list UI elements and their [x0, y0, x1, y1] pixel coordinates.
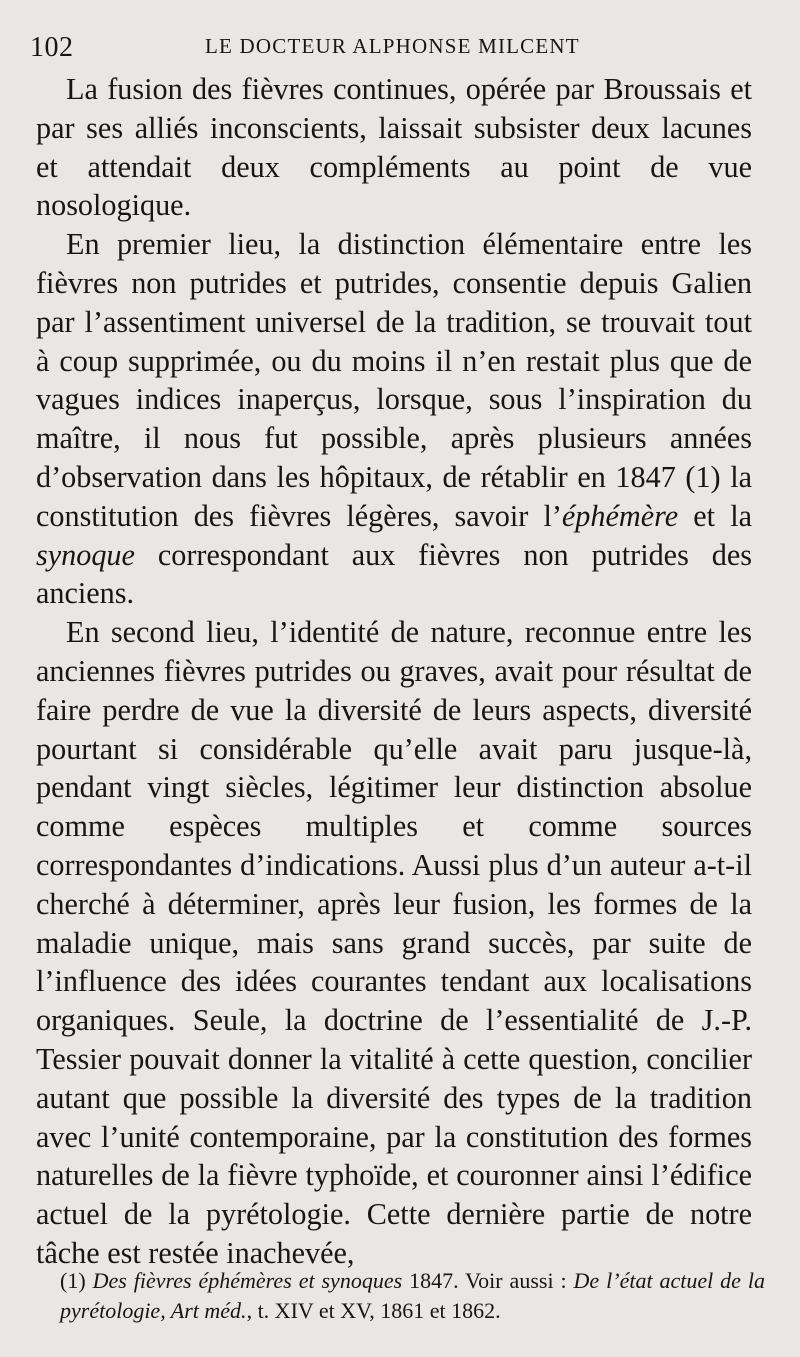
paragraph-3: En second lieu, l’identité de nature, reconnue entre les anciennes fièvres putrides ou graves, avait pour résultat de faire perdre de vue la diversité de leurs aspects, diversité pourtant si considérable qu’elle avait paru jusque-là, pendant vingt siècles, légitimer leur distinction absolue comme espèces multiples et comme sources correspondantes d’indications. Aussi plus d’un auteur a-t-il cherché à déterminer, après leur fusion, les formes de la maladie unique, mais sans grand succès, par suite de l’influence des idées courantes tendant aux localisations organiques. Seule, la doctrine de l’essentialité de J.-P. Tessier pouvait donner la vitalité à cette question, concilier autant que possible la diversité des types de la tradition avec l’unité contemporaine, par la constitution des formes naturelles de la fièvre typhoïde, et couronner ainsi l’édifice actuel de la pyrétologie. Cette dernière partie de notre tâche est restée inachevée, — [36, 615, 752, 1270]
page-number: 102 — [30, 32, 74, 63]
footnote-text-2: , t. XIV et XV, 1861 et 1862. — [246, 1298, 501, 1323]
paragraph-2-text-c: correspondant aux fièvres non putrides des anciens. — [36, 537, 752, 611]
running-title: LE DOCTEUR ALPHONSE MILCENT — [205, 34, 580, 58]
paragraph-2-italic-ephemere: éphémère — [561, 498, 679, 533]
footnote-title-1: Des fièvres éphémères et synoques — [92, 1268, 403, 1293]
footnote-title-2: De l’état actuel de la pyrétologie, Art méd. — [60, 1268, 765, 1323]
footnote-text-1: 1847. Voir aussi : — [402, 1268, 574, 1293]
paragraph-2-text-a: En premier lieu, la distinction élémentaire entre les fièvres non putrides et putrides, consentie depuis Galien par l’assentiment universel de la tradition, se trouvait tout à coup supprimée, ou du moins il n’en restait plus que de vagues indices inaperçus, lorsque, sous l’inspiration du maître, il nous fut possible, après plusieurs années d’observation dans les hôpitaux, de rétablir en 1847 (1) la constitution des fièvres légères, savoir l’ — [36, 227, 752, 533]
footnote — [60, 1266, 765, 1326]
paragraph-2 — [36, 225, 752, 613]
paragraph-1: La fusion des fièvres continues, opérée par Broussais et par ses alliés inconscients, laissait subsister deux lacunes et attendait deux compléments au point de vue nosologique. — [36, 72, 752, 223]
footnote-1 — [60, 1266, 765, 1326]
body-text — [36, 70, 752, 1273]
page-header — [30, 30, 770, 64]
footnote-marker: (1) — [60, 1268, 93, 1293]
paragraph-2-italic-synoque: synoque — [36, 537, 135, 572]
paragraph-2-text-b: et la — [678, 498, 752, 533]
